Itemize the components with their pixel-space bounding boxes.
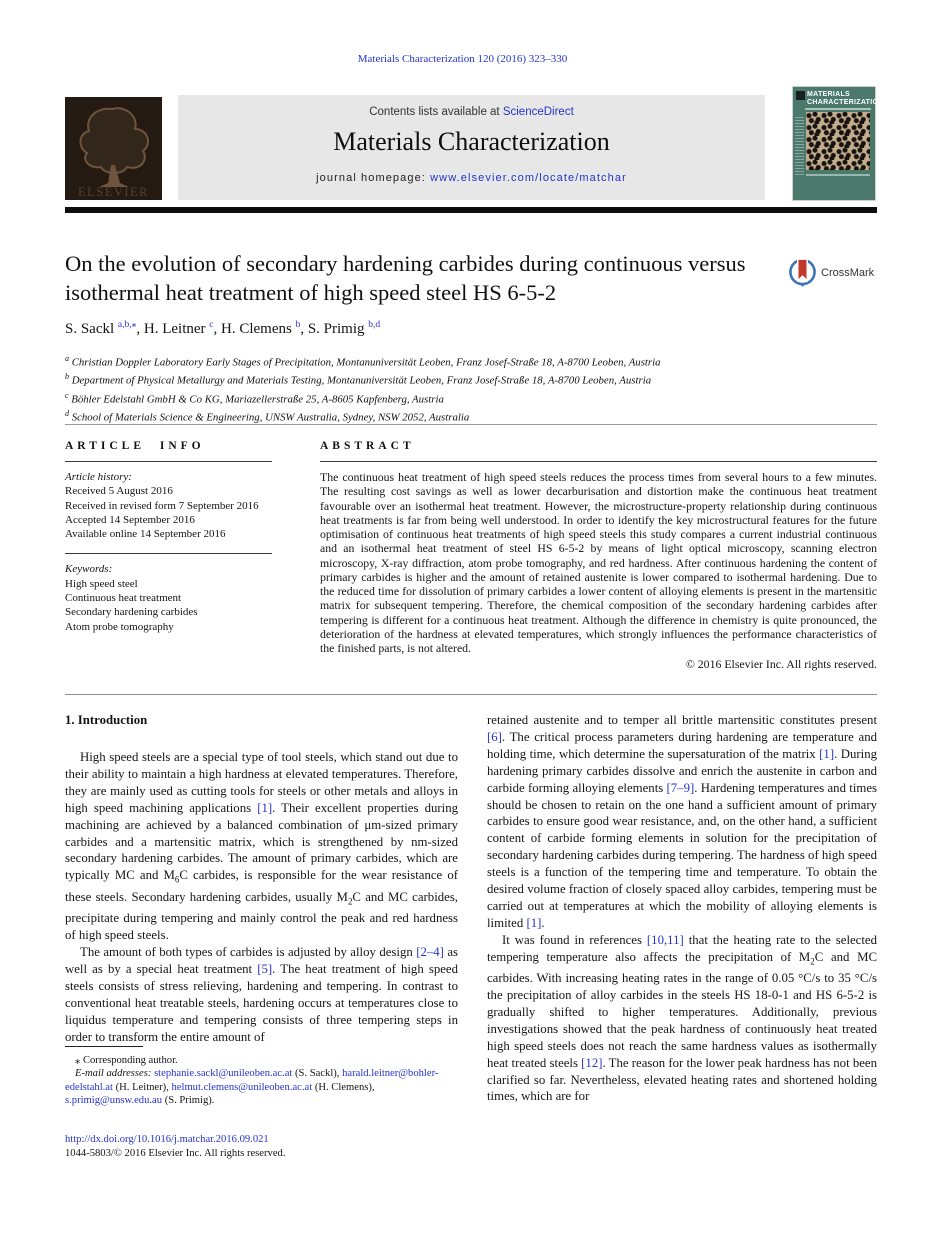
affiliation-item [65, 407, 877, 425]
issn-copyright-line: 1044-5803/© 2016 Elsevier Inc. All rights reserved. [65, 1147, 286, 1159]
body-paragraph: The amount of both types of carbides is adjusted by alloy design [2–4] as well as by a special heat treatment [5]. The heat treatment of high speed steels consists of stress relieving, hardening and tempering. In contrast to conventional heat treatable steels, hardening occurs at temperatures close to liquidus temperature and tempering consists of three tempering steps in order to transform the entire amount of [65, 945, 458, 1044]
history-item: Received 5 August 2016 [65, 485, 173, 498]
email-owner: (H. Leitner), [112, 1081, 172, 1093]
crossmark-badge[interactable] [787, 256, 874, 289]
email-link[interactable]: helmut.clemens@unileoben.ac.at [171, 1081, 313, 1093]
footnote-rule [65, 1046, 143, 1047]
author-affiliation-sup[interactable]: b [295, 320, 301, 330]
sciencedirect-link[interactable]: ScienceDirect [502, 106, 574, 118]
journal-cover-footer-rule [806, 174, 870, 176]
affiliation-text: Department of Physical Metallurgy and Materials Testing, Montanuniversität Leoben, Franz Josef-Straße 18, A-8700 Leoben, Austria [71, 374, 652, 387]
journal-cover-header [793, 87, 884, 107]
journal-cover-title: MATERIALS CHARACTERIZATION [807, 91, 884, 106]
article-info-column [65, 440, 320, 672]
email-link[interactable]: s.primig@unsw.edu.au [65, 1095, 163, 1107]
abstract-copyright: © 2016 Elsevier Inc. All rights reserved. [685, 657, 877, 672]
contents-text: Contents lists available at [369, 106, 503, 118]
affiliation-sup: c [65, 390, 69, 400]
abstract-column [320, 440, 877, 672]
email-link[interactable]: stephanie.sackl@unileoben.ac.at [154, 1068, 293, 1080]
affiliation-text: Christian Doppler Laboratory Early Stages of Precipitation, Montanuniversität Leoben, Franz Josef-Straße 18, A-8700 Leoben, Austria [71, 356, 661, 369]
journal-banner [65, 91, 884, 200]
keyword-item: Continuous heat treatment [65, 592, 182, 605]
section-rule [65, 553, 272, 554]
history-item: Received in revised form 7 September 2016 [65, 499, 259, 512]
keywords-label: Keywords: [65, 563, 113, 576]
history-item: Available online 14 September 2016 [65, 528, 226, 541]
author-name: H. Clemens [221, 321, 296, 337]
divider-rule [65, 694, 877, 695]
homepage-label: journal homepage: [316, 172, 431, 184]
affiliation-sup: d [65, 409, 69, 419]
author-name: H. Leitner [143, 321, 210, 337]
author-separator: , [213, 321, 221, 337]
affiliation-item [65, 370, 877, 388]
affiliation-text: School of Materials Science & Engineering, UNSW Australia, Sydney, NSW 2052, Australia [71, 411, 470, 424]
body-right-column [487, 712, 877, 1105]
article-info-heading: ARTICLE INFO [65, 440, 205, 452]
history-item: Accepted 14 September 2016 [65, 513, 195, 526]
elsevier-logo[interactable] [65, 97, 162, 200]
affiliation-item [65, 352, 877, 370]
journal-cover-logo-icon [796, 91, 805, 100]
body-paragraph: It was found in references [10,11] that the heating rate to the selected tempering temperature also affects the precipitation of $M_2C$ and MC carbides. With increasing heating rates in the range of 0.05 °C/s to 35 °C/s the precipitation of alloy carbides in the steels HS 18-0-1 and HS 6-5-2 is gradually shifted to higher temperatures. Additionally, previous investigations showed that the peak hardness of continuously heat treated high speed steels does not reach the same hardness values as isothermally heat treated steels [12]. The reason for the lower peak hardness has not been clarified so far. Nevertheless, elevated heating rates and shortened holding times, which are for [487, 932, 877, 1104]
authors-line [65, 319, 815, 338]
journal-cover-micrograph [806, 112, 870, 170]
doi-link[interactable]: http://dx.doi.org/10.1016/j.matchar.2016.09.021 [65, 1134, 269, 1145]
author-affiliation-sup[interactable]: c [209, 320, 214, 330]
email-label: E-mail addresses: [75, 1068, 155, 1080]
abstract-text: The continuous heat treatment of high speed steels reduces the process times from several hours to a few minutes. The resulting cost savings as well as lower decarburisation and distortion make the continuous heat treatment favourable over an isothermal heat treatment. However, the microstructure-property relationship during continuous heat treatments is far from being well understood. In order to identify the key microstructural features for the future optimisation of continuous heat treatments of high speed steels this study compares a current industrial continuous and an isothermal heat treatment of steel HS 6-5-2 by means of light optical microscopy, scanning electron microscopy, X-ray diffraction, atom probe tomography, and red hardness. After continuous hardening the content of primary carbides is higher and the amount of retained austenite is lower compared to isothermal hardening. Due to the reduced time for dissolution of primary carbides a lower content of alloying elements is present in the martensitic matrix for subsequent tempering. Therefore, the chemical composition of the secondary hardening carbides after tempering is different for a continuous heat treatment. Although the difference in chemistry is quite pronounced, the deterioration of the hardness at elevated temperatures, which strongly influences the performance characteristics of the finished parts, is not altered. [320, 470, 877, 655]
crossmark-label: CrossMark [821, 266, 875, 279]
journal-reference-link[interactable]: Materials Characterization 120 (2016) 323–330 [357, 53, 568, 65]
author-affiliation-sup[interactable]: b,d [368, 320, 381, 330]
contents-line [178, 106, 765, 118]
footer-block [65, 1133, 285, 1160]
email-owner: (H. Clemens), [312, 1081, 375, 1093]
elsevier-wordmark: ELSEVIER [77, 185, 150, 199]
author-affiliation-sup[interactable]: a,b,⁎ [117, 320, 137, 330]
section-rule [320, 461, 877, 462]
author-separator: , [136, 321, 144, 337]
crossmark-icon [787, 256, 818, 289]
email-owner: (S. Sackl), [292, 1068, 343, 1080]
footnote-block [65, 1046, 465, 1108]
affiliation-sup: b [65, 372, 69, 382]
affiliation-text: Böhler Edelstahl GmbH & Co KG, Mariazellerstraße 25, A-8605 Kapfenberg, Austria [71, 393, 444, 406]
section-rule [65, 461, 272, 462]
keyword-item: Atom probe tomography [65, 620, 174, 633]
keyword-item: Secondary hardening carbides [65, 606, 198, 619]
journal-cover-thumbnail[interactable] [793, 87, 884, 200]
article-info-abstract-block [65, 440, 877, 672]
email-link[interactable]: harald.leitner@bohler-edelstahl.at [65, 1068, 439, 1093]
author-separator: , [300, 321, 308, 337]
article-title: On the evolution of secondary hardening carbides during continuous versus isothermal heat treatment of high speed steel HS 6-5-2 [65, 251, 746, 305]
journal-cover-subtitle-rule [805, 108, 871, 110]
email-addresses-note [65, 1067, 465, 1107]
body-paragraph: High speed steels are a special type of tool steels, which stand out due to their ability to maintain a high hardness at elevated temperatures. Therefore, they are mainly used as cutting tools for steels or other metals and alloys in high speed machining applications [1]. Their excellent properties during machining are achieved by a balanced combination of μm-sized primary carbides and a martensitic matrix, which is strengthened by nm-sized secondary hardening carbides. The amount of primary carbides, which are typically MC and $M_6C$ carbides, is responsible for the wear resistance of these steels. Secondary hardening carbides, usually $M_2C$ and MC carbides, precipitate during tempering and mainly control the peak and red hardness of high speed steels. [65, 750, 459, 943]
author-name: S. Sackl [65, 321, 118, 337]
affiliations-list [65, 352, 877, 426]
journal-banner-box [178, 95, 765, 200]
keyword-item: High speed steel [65, 577, 138, 590]
author-name: S. Primig [307, 321, 369, 337]
header-divider-bar [65, 207, 877, 213]
abstract-heading: ABSTRACT [320, 440, 415, 452]
body-paragraph: retained austenite and to temper all brittle martensitic constitutes present [6]. The critical process parameters during hardening are temperature and holding time, which determine the supersaturation of the matrix [1]. During hardening primary carbides dissolve and enrich the austenite in carbon and carbide forming alloying elements [7–9]. Hardening temperatures and times should be chosen to retain on the one hand a sufficient amount of primary carbides to ensure good wear resistance, and, on the other hand, a sufficient content of carbide forming elements in solution for the precipitation of secondary hardening carbides during tempering. The hardness of high speed steels is a function of the tempering time and temperature. To obtain the desired volume fraction of closely spaced alloy carbides, tempering must be carried out at temperatures at which the mobility of alloying elements is limited [1]. [487, 713, 877, 930]
email-owner: (S. Primig). [162, 1095, 215, 1107]
journal-cover-sidebar-text [795, 115, 804, 175]
section-heading-introduction: 1. Introduction [65, 713, 148, 727]
journal-homepage-line [178, 172, 765, 184]
corresponding-author-note: ⁎ Corresponding author. [75, 1055, 178, 1066]
article-history-label: Article history: [65, 471, 132, 483]
affiliation-sup: a [65, 354, 69, 363]
divider-rule [65, 424, 877, 425]
journal-homepage-link[interactable]: www.elsevier.com/locate/matchar [430, 172, 627, 184]
affiliation-item [65, 389, 877, 407]
journal-title: Materials Characterization [333, 127, 610, 156]
